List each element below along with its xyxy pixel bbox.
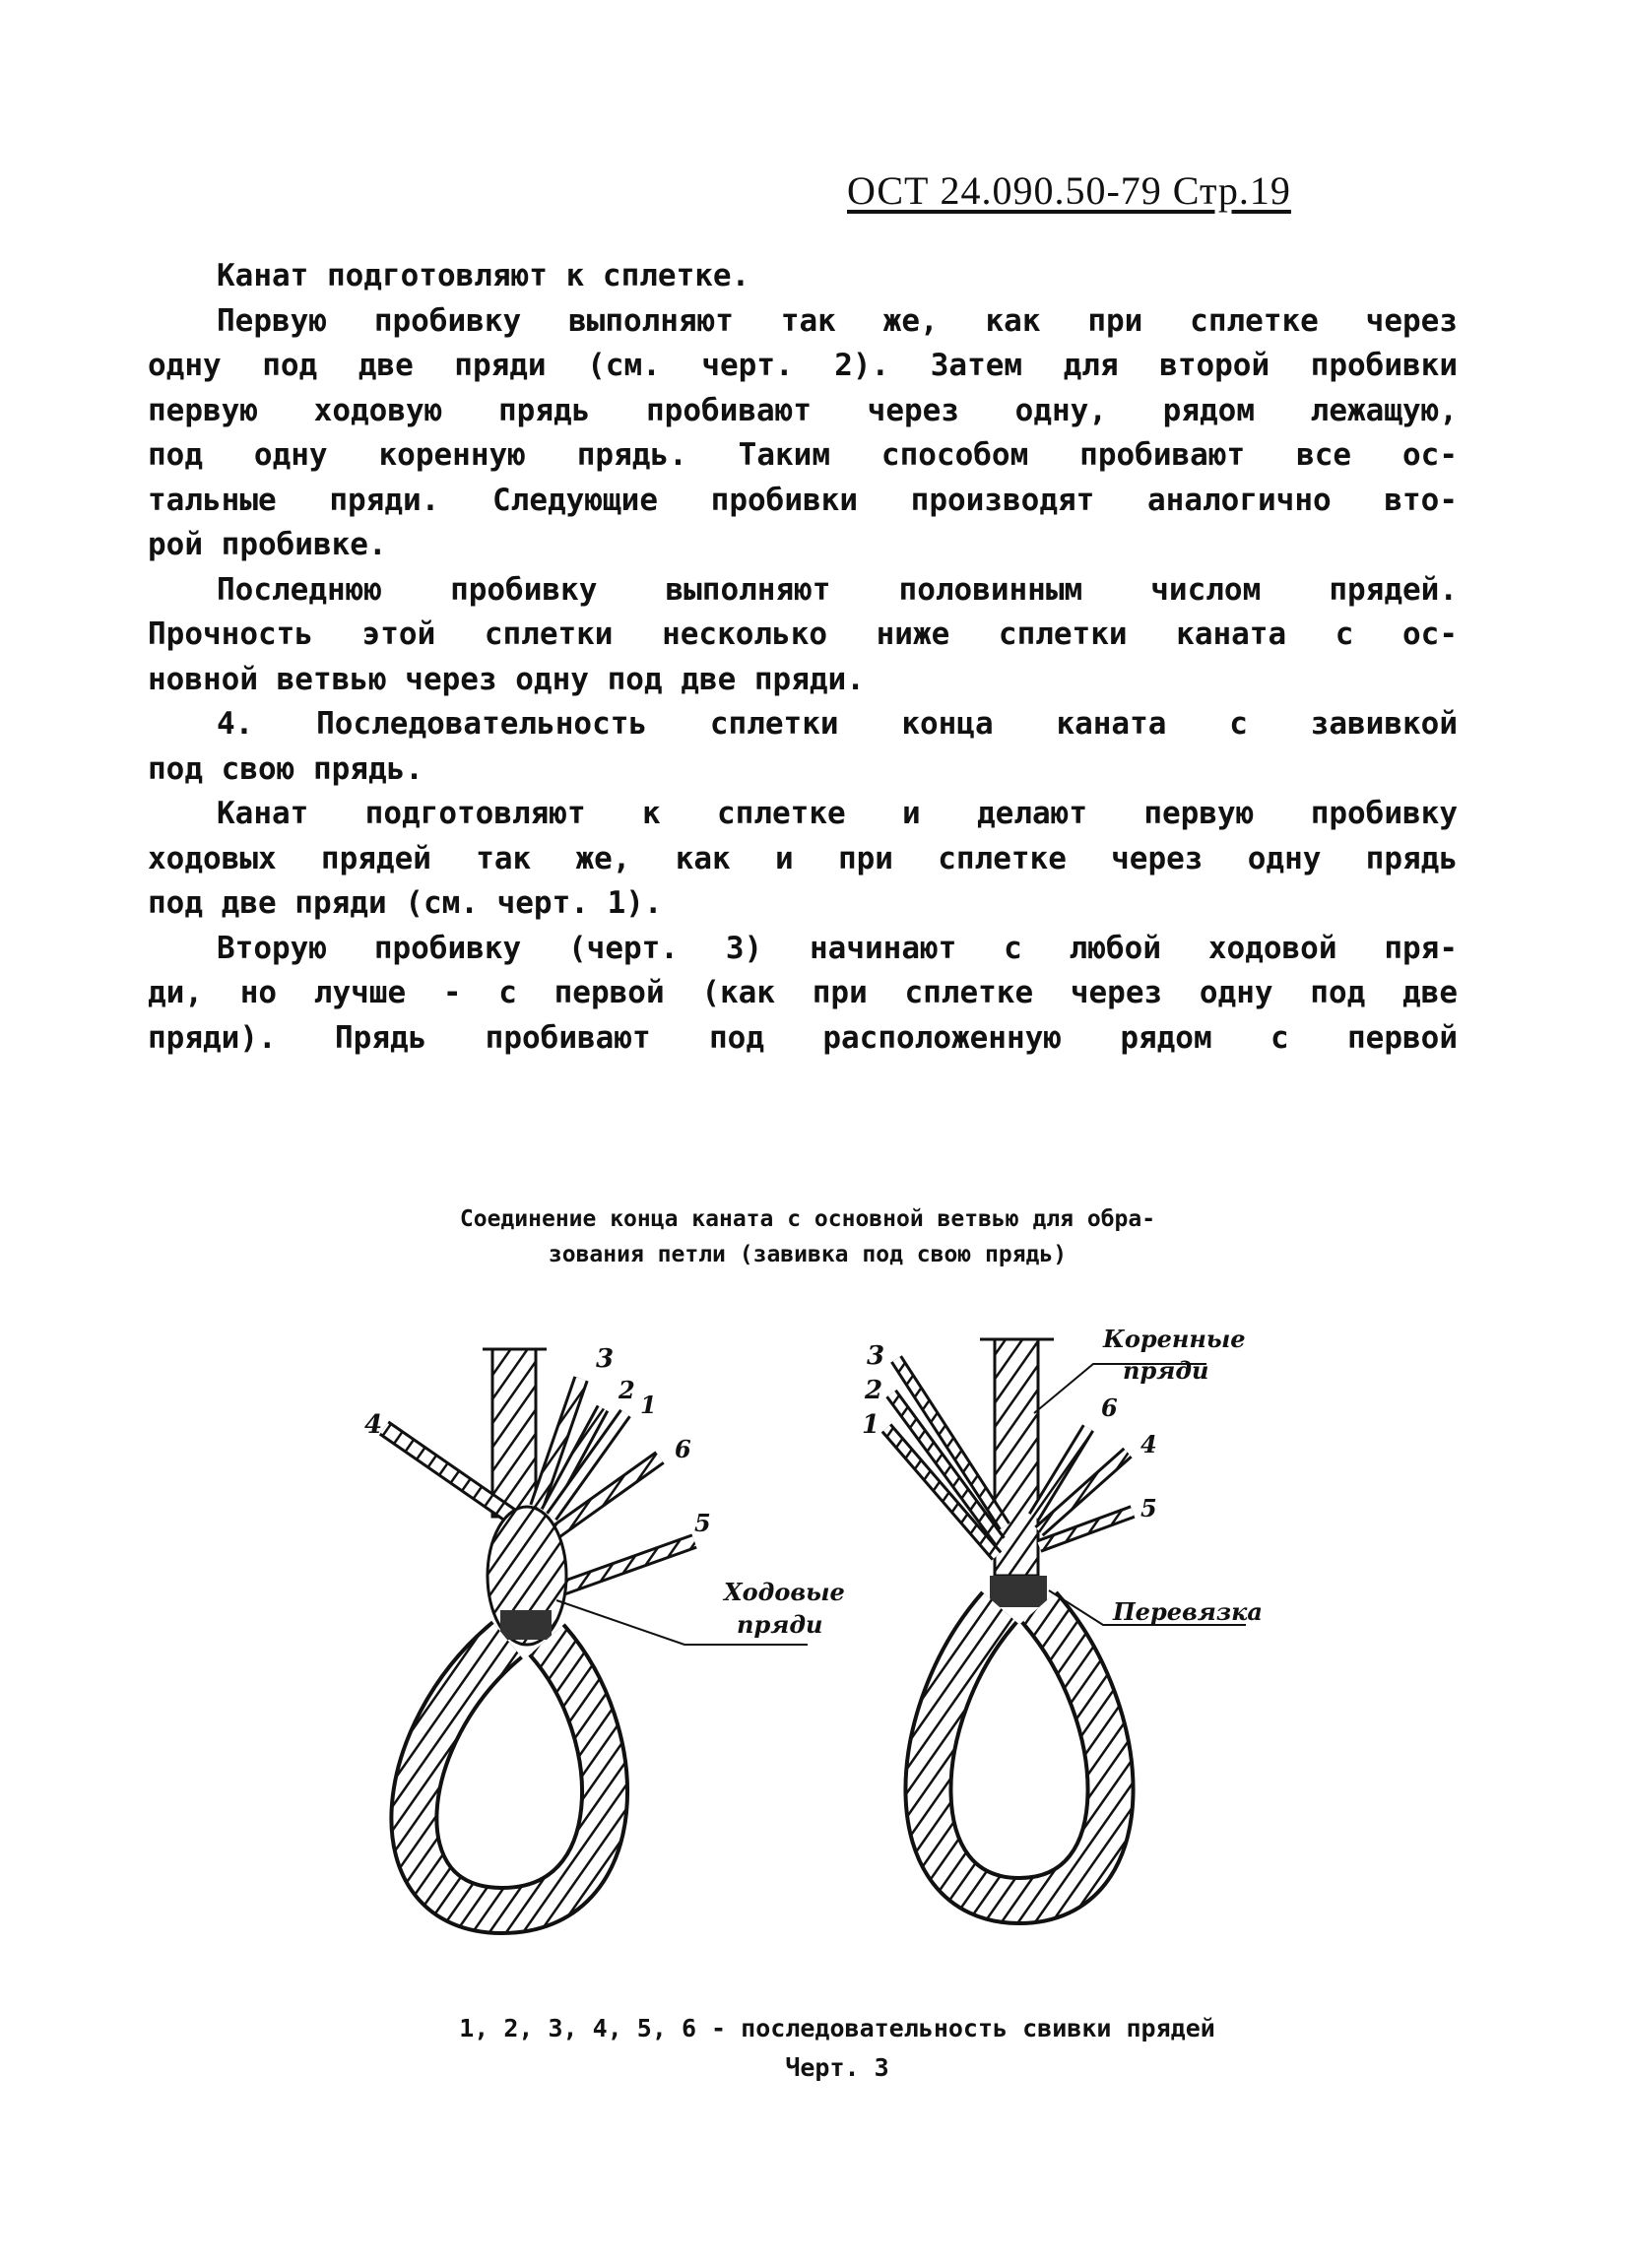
caption-line: 1, 2, 3, 4, 5, 6 - последовательность свивки прядей bbox=[459, 2014, 1215, 2042]
left-label-6: 6 bbox=[675, 1435, 691, 1463]
right-label-1: 1 bbox=[862, 1410, 880, 1440]
text-line: ходовых прядей так же, как и при сплетке через одну прядь bbox=[148, 840, 1458, 876]
text-line: тальные пряди. Следующие пробивки производят аналогично вто- bbox=[148, 482, 1458, 518]
figure-title bbox=[355, 1201, 1261, 1272]
left-label-hodovye: Ходовые bbox=[724, 1578, 845, 1606]
text-line: Канат подготовляют к сплетке и делают первую пробивку bbox=[217, 796, 1458, 831]
figure-caption bbox=[394, 2009, 1280, 2088]
text-line: Прочность этой сплетки несколько ниже сплетки каната с ос- bbox=[148, 616, 1458, 652]
rope-splice-drawing bbox=[345, 1320, 1280, 1970]
left-label-3: 3 bbox=[596, 1344, 615, 1374]
figure-title-line: Соединение конца каната с основной ветвью для обра- bbox=[459, 1206, 1156, 1232]
text-line: одну под две пряди (см. черт. 2). Затем для второй пробивки bbox=[148, 348, 1458, 383]
right-label-pryadi: пряди bbox=[1123, 1356, 1209, 1385]
text-line: под свою прядь. bbox=[148, 750, 423, 787]
left-label-4: 4 bbox=[364, 1410, 383, 1440]
left-label-2: 2 bbox=[619, 1376, 635, 1404]
right-label-2: 2 bbox=[865, 1376, 883, 1405]
text-line: Канат подготовляют к сплетке. bbox=[217, 258, 750, 293]
text-line: новной ветвью через одну под две пряди. bbox=[148, 661, 865, 697]
left-label-5: 5 bbox=[694, 1509, 711, 1537]
text-line: под одну коренную прядь. Таким способом пробивают все ос- bbox=[148, 437, 1458, 473]
left-label-1: 1 bbox=[640, 1391, 657, 1419]
text-line: Последнюю пробивку выполняют половинным числом прядей. bbox=[217, 571, 1458, 608]
text-line: рой пробивке. bbox=[148, 527, 387, 562]
text-line: ди, но лучше - с первой (как при сплетке через одну под две bbox=[148, 975, 1458, 1010]
right-label-perevyazka: Перевязка bbox=[1113, 1597, 1263, 1626]
body-text bbox=[148, 254, 1458, 1061]
text-line: под две пряди (см. черт. 1). bbox=[148, 885, 663, 921]
figure-title-line: зования петли (завивка под свою прядь) bbox=[548, 1242, 1068, 1267]
rope-splice-figure bbox=[345, 1320, 1280, 1970]
left-label-pryadi: пряди bbox=[737, 1610, 823, 1639]
document-header: ОСТ 24.090.50-79 Стр.19 bbox=[847, 168, 1291, 213]
right-label-3: 3 bbox=[867, 1341, 885, 1371]
right-label-6: 6 bbox=[1101, 1393, 1118, 1422]
left-rope-drawing bbox=[364, 1344, 845, 1911]
figure-number: Черт. 3 bbox=[785, 2053, 889, 2082]
text-line: пряди). Прядь пробивают под расположенную рядом с первой bbox=[148, 1019, 1458, 1056]
text-line: первую ходовую прядь пробивают через одну, рядом лежащую, bbox=[148, 392, 1458, 428]
right-rope-drawing bbox=[862, 1325, 1263, 1901]
right-label-korennye: Коренные bbox=[1103, 1325, 1246, 1353]
right-label-4: 4 bbox=[1140, 1430, 1157, 1458]
right-label-5: 5 bbox=[1140, 1494, 1157, 1523]
text-line: Вторую пробивку (черт. 3) начинают с любой ходовой пря- bbox=[217, 930, 1458, 966]
text-line: 4. Последовательность сплетки конца каната с завивкой bbox=[217, 706, 1458, 742]
text-line: Первую пробивку выполняют так же, как при сплетке через bbox=[217, 302, 1458, 339]
